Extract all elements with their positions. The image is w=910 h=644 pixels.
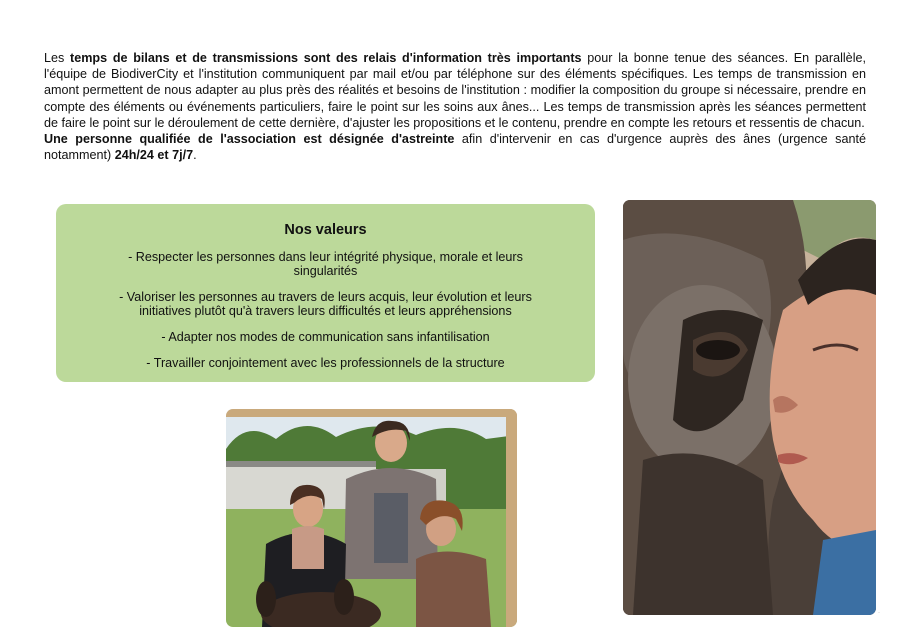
- values-box: [56, 204, 595, 382]
- intro-paragraph: [44, 50, 866, 163]
- donkey-kiss-photo: [623, 200, 876, 615]
- intro-emphasis: temps de bilans et de transmissions sont des relais d'information très importants: [70, 51, 582, 65]
- values-title: Nos valeurs: [284, 222, 367, 238]
- value-item-communication: - Adapter nos modes de communication sans infantilisation: [161, 330, 490, 344]
- values-list: [56, 250, 595, 370]
- astreinte-text: afin d'intervenir en cas d'urgence auprès des ânes (urgence santé notamment): [44, 132, 866, 163]
- group-photo: [226, 409, 517, 627]
- page-mark: ·: [878, 610, 880, 616]
- value-item-respect: - Respecter les personnes dans leur intégrité physique, morale et leurs singularités: [128, 250, 523, 278]
- astreinte-end: .: [193, 148, 197, 163]
- astreinte-hours: 24h/24 et 7j/7: [114, 148, 194, 163]
- astreinte-emphasis: Une personne qualifiée de l'association est désignée d'astreinte: [44, 132, 455, 147]
- value-item-travailler: - Travailler conjointement avec les professionnels de la structure: [146, 356, 505, 370]
- value-item-valoriser: - Valoriser les personnes au travers de leurs acquis, leur évolution et leurs initiatives plutôt qu'à travers leurs difficultés et leurs appréhensions: [119, 290, 532, 318]
- intro-text-continued: pour la bonne tenue des séances. En parallèle, l'équipe de BiodiverCity et l'institution communiquent par mail et/ou par téléphone sur des éléments spécifiques. Les temps de transmission en amont permettent de nous adapter au plus près des réalités et besoins de l'institution : modifier la composition du groupe si nécessaire, prendre en compte des éléments ou événements particuliers, faire le point sur les soins aux ânes... Les temps de transmission après les séances permettent de faire le point sur le déroulement de cette dernière, d'ajuster les propositions et le contenu, prendre en compte les retours et ressentis de chacun.: [44, 51, 866, 130]
- intro-text: Les: [44, 51, 71, 65]
